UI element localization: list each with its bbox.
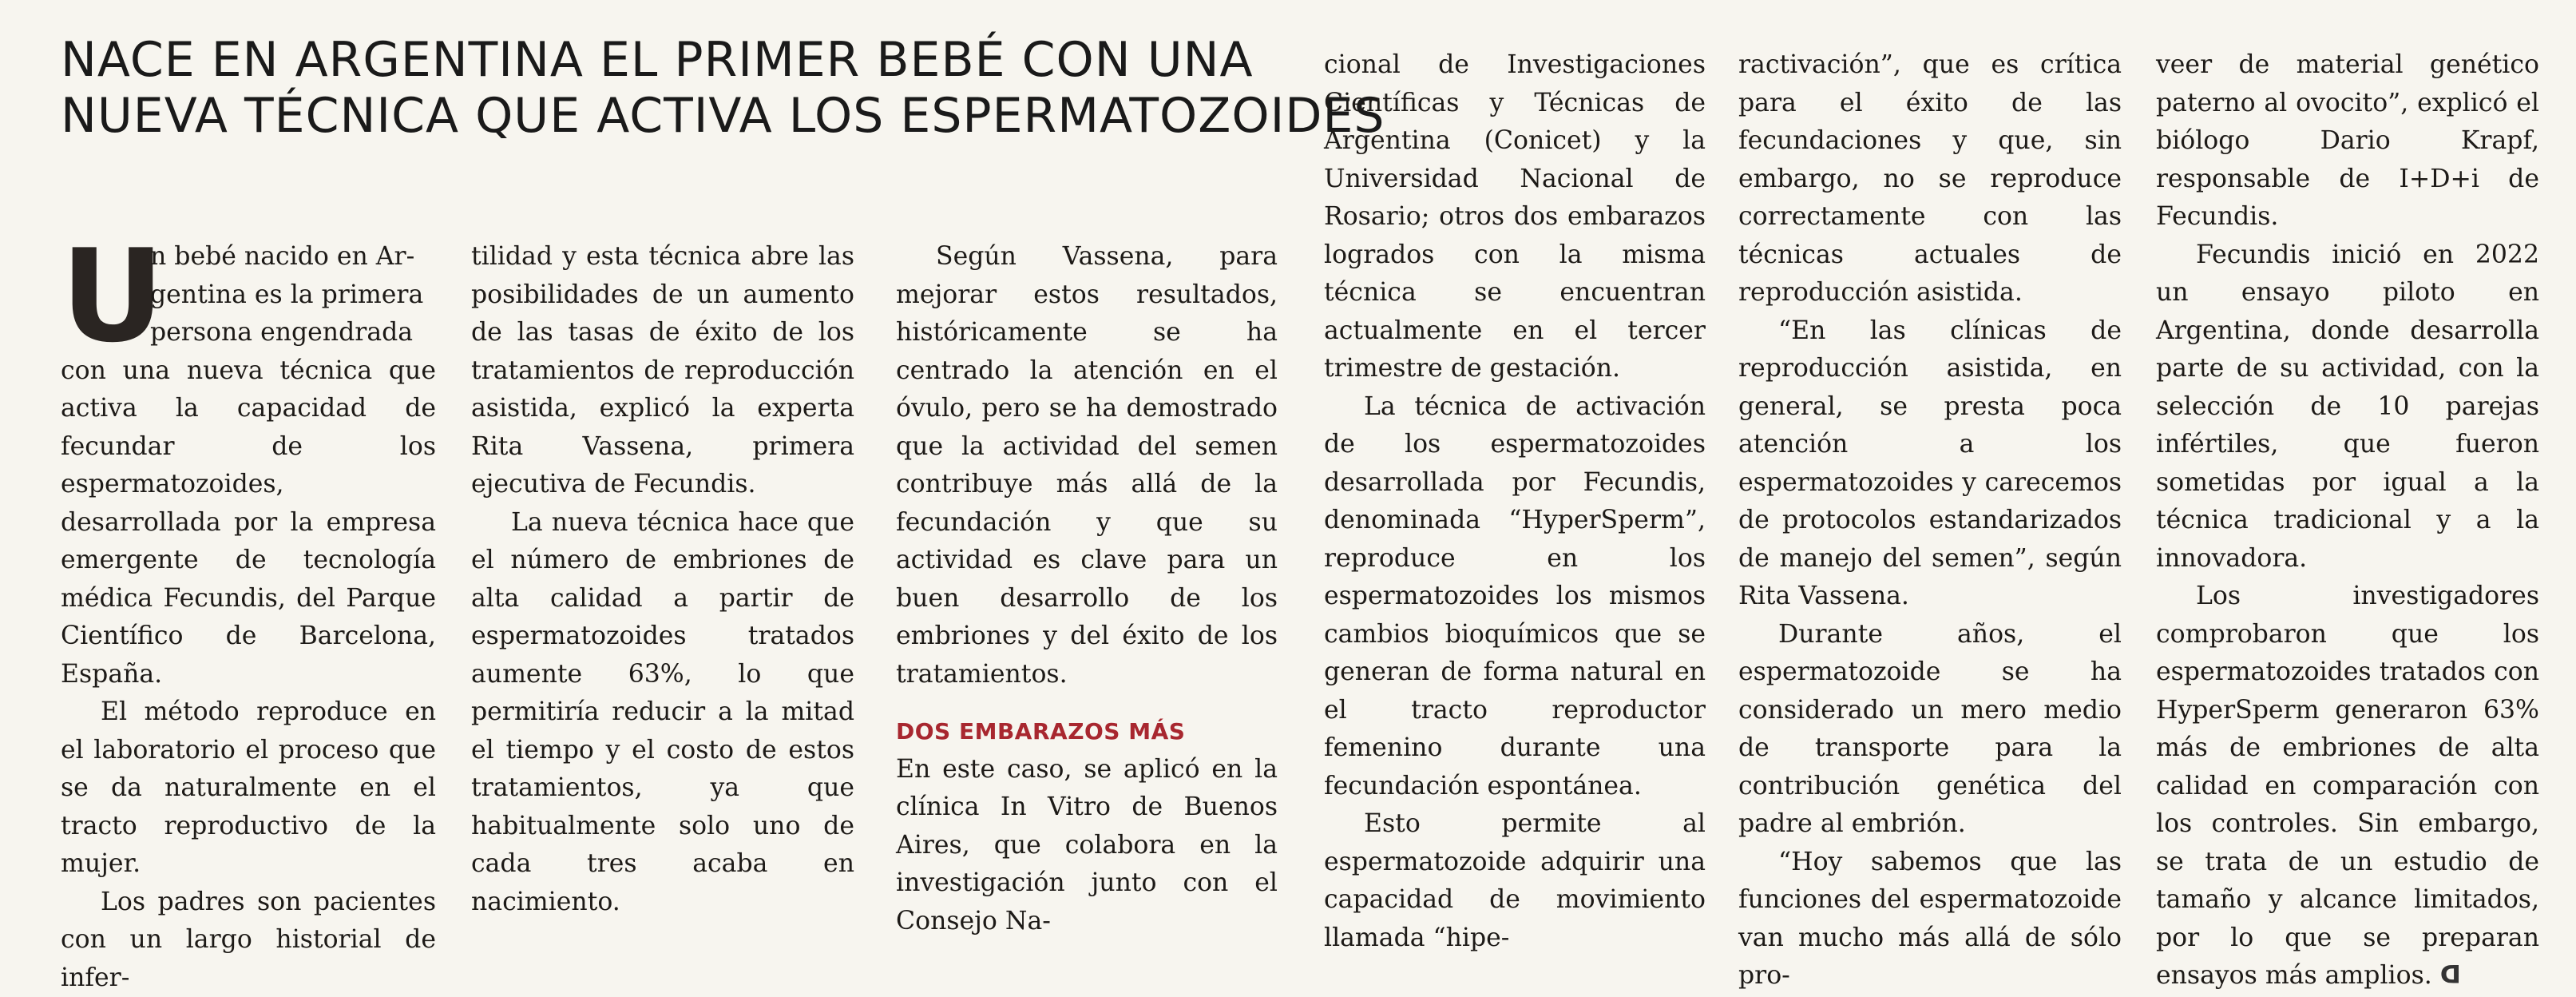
paragraph-text: Los investigadores comprobaron que los espermatozoides tratados con HyperSperm generaron 63% más de embriones de alta calidad en comparación con los controles. Sin embargo, se trata de un estudio de tamaño y alcance limitados, por lo que se preparan ensayos más amplios. <box>2156 582 2539 990</box>
dropcap-line-2: gentina es la primera <box>61 276 436 315</box>
paragraph: La técnica de activación de los espermatozoides desarrollada por Fecundis, denominada “HyperSperm”, reproduce en los espermatozoides los mismos cambios bioquímicos que se generan de forma natural en el tracto reproductor femenino durante una fecundación espontánea. <box>1324 388 1706 806</box>
paragraph: “Hoy sabemos que las funciones del espermatozoide van mucho más allá de sólo pro- <box>1738 844 2122 995</box>
column-1 <box>61 238 436 997</box>
section-subhead: DOS EMBARAZOS MÁS <box>896 713 1278 751</box>
paragraph <box>61 238 436 693</box>
column-2 <box>471 238 854 921</box>
paragraph: La nueva técnica hace que el número de embriones de alta calidad a partir de espermatozoides tratados aumente 63%, lo que permitiría reducir a la mitad el tiempo y el costo de estos tratamientos, ya que habitualmente solo uno de cada tres acaba en nacimiento. <box>471 504 854 922</box>
paragraph: “En las clínicas de reproducción asistida, en general, se presta poca atención a los espermatozoides y carecemos de protocolos estandarizados de manejo del semen”, según Rita Vassena. <box>1738 312 2122 616</box>
paragraph: tilidad y esta técnica abre las posibilidades de un aumento de las tasas de éxito de los tratamientos de reproducción asistida, explicó la experta Rita Vassena, primera ejecutiva de Fecundis. <box>471 238 854 504</box>
paragraph <box>2156 578 2539 995</box>
paragraph: Los padres son pacientes con un largo historial de infer- <box>61 884 436 997</box>
column-6 <box>2156 46 2539 995</box>
column-5 <box>1738 46 2122 995</box>
paragraph: cional de Investigaciones Científicas y Técnicas de Argentina (Conicet) y la Universidad Nacional de Rosario; otros dos embarazos logrados con la misma técnica se encuentran actualmente en el tercer trimestre de gestación. <box>1324 46 1706 388</box>
paragraph: ractivación”, que es crítica para el éxito de las fecundaciones y que, sin embargo, no se reproduce correctamente con las técnicas actuales de reproducción asistida. <box>1738 46 2122 312</box>
headline-line-1: NACE EN ARGENTINA EL PRIMER BEBÉ CON UNA <box>61 32 1306 88</box>
paragraph: veer de material genético paterno al ovocito”, explicó el biólogo Dario Krapf, responsable de I+D+i de Fecundis. <box>2156 46 2539 236</box>
paragraph-text: con una nueva técnica que activa la capacidad de fecundar de los espermatozoides, desarrollada por la empresa emergente de tecnología médica Fecundis, del Parque Científico de Barcelona, España. <box>61 356 436 689</box>
drop-cap: U <box>61 236 133 356</box>
column-3 <box>896 238 1278 940</box>
paragraph: El método reproduce en el laboratorio el proceso que se da naturalmente en el tracto reproductivo de la mujer. <box>61 693 436 884</box>
article-headline <box>61 32 1306 144</box>
paragraph: En este caso, se aplicó en la clínica In Vitro de Buenos Aires, que colabora en la investigación junto con el Consejo Na- <box>896 751 1278 941</box>
headline-line-2: NUEVA TÉCNICA QUE ACTIVA LOS ESPERMATOZOIDES <box>61 88 1306 144</box>
dropcap-line-3: persona engendrada <box>61 314 436 352</box>
column-4 <box>1324 46 1706 957</box>
paragraph: Según Vassena, para mejorar estos resultados, históricamente se ha centrado la atención en el óvulo, pero se ha demostrado que la actividad del semen contribuye más allá de la fecundación y que su actividad es clave para un buen desarrollo de los embriones y del éxito de los tratamientos. <box>896 238 1278 693</box>
dropcap-line-1: n bebé nacido en Ar- <box>61 238 436 276</box>
end-mark-icon: ᗡ <box>2440 961 2461 990</box>
paragraph: Durante años, el espermatozoide se ha considerado un mero medio de transporte para la contribución genética del padre al embrión. <box>1738 616 2122 844</box>
paragraph: Fecundis inició en 2022 un ensayo piloto en Argentina, donde desarrolla parte de su actividad, con la selección de 10 parejas infértiles, que fueron sometidas por igual a la técnica tradicional y a la innovadora. <box>2156 236 2539 578</box>
paragraph: Esto permite al espermatozoide adquirir una capacidad de movimiento llamada “hipe- <box>1324 805 1706 957</box>
